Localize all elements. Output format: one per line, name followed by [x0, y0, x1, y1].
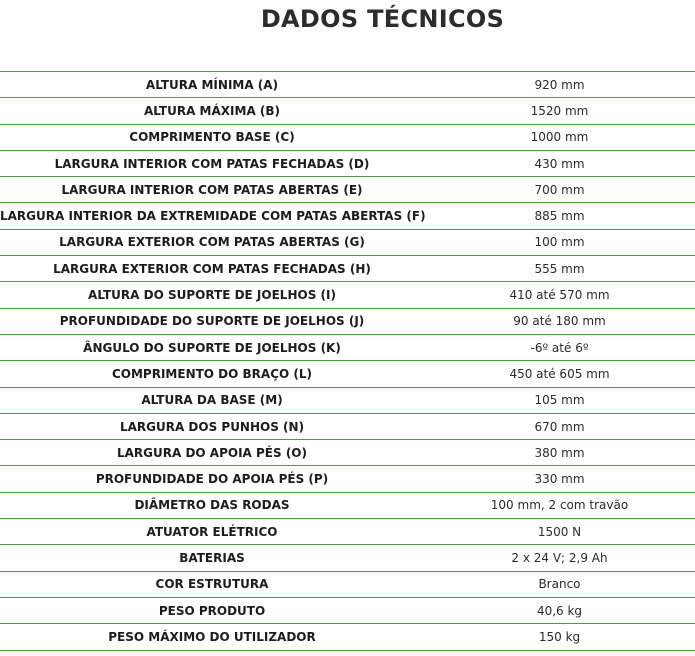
- table-row: [0, 598, 695, 624]
- spec-value: 430 mm: [534, 156, 585, 171]
- spec-label: ALTURA MÁXIMA (B): [143, 103, 281, 118]
- table-row: [0, 440, 695, 466]
- spec-label: LARGURA EXTERIOR COM PATAS ABERTAS (G): [59, 235, 365, 250]
- spec-value: 330 mm: [534, 472, 585, 487]
- spec-value: 1000 mm: [530, 130, 589, 145]
- spec-value: 380 mm: [534, 445, 585, 460]
- spec-value: 1520 mm: [530, 103, 589, 118]
- spec-value: 100 mm, 2 com travão: [490, 498, 629, 513]
- spec-value: 670 mm: [534, 419, 585, 434]
- table-row: [0, 98, 695, 124]
- spec-label: LARGURA DO APOIA PÉS (O): [116, 445, 307, 460]
- table-row: [0, 466, 695, 492]
- spec-value: 90 até 180 mm: [513, 314, 606, 329]
- spec-label: LARGURA INTERIOR COM PATAS ABERTAS (E): [61, 182, 363, 197]
- spec-value: 920 mm: [534, 77, 585, 92]
- spec-label: COMPRIMENTO BASE (C): [129, 130, 295, 145]
- table-row: [0, 177, 695, 203]
- spec-value: 1500 N: [537, 524, 582, 539]
- table-row: [0, 230, 695, 256]
- spec-label: LARGURA EXTERIOR COM PATAS FECHADAS (H): [53, 261, 371, 276]
- spec-label: LARGURA INTERIOR DA EXTREMIDADE COM PATAS ABERTAS (F): [0, 209, 426, 224]
- spec-label: ALTURA DA BASE (M): [141, 393, 283, 408]
- spec-value: 100 mm: [534, 235, 585, 250]
- spec-value: 105 mm: [534, 393, 585, 408]
- page-title: DADOS TÉCNICOS: [260, 5, 505, 33]
- table-row: [0, 151, 695, 177]
- spec-label: ALTURA DO SUPORTE DE JOELHOS (I): [88, 288, 336, 303]
- spec-value: -6º até 6º: [530, 340, 589, 355]
- spec-label: PESO MÁXIMO DO UTILIZADOR: [108, 629, 316, 644]
- table-row: [0, 519, 695, 545]
- table-row: [0, 414, 695, 440]
- spec-label: COMPRIMENTO DO BRAÇO (L): [111, 366, 312, 381]
- spec-label: DIÂMETRO DAS RODAS: [134, 498, 290, 513]
- spec-label: LARGURA INTERIOR COM PATAS FECHADAS (D): [54, 156, 370, 171]
- spec-label: PROFUNDIDADE DO APOIA PÉS (P): [95, 472, 329, 487]
- spec-value: 40,6 kg: [536, 603, 583, 618]
- table-row: [0, 125, 695, 151]
- table-row: [0, 256, 695, 282]
- table-row: [0, 282, 695, 308]
- spec-label: ÂNGULO DO SUPORTE DE JOELHOS (K): [83, 340, 341, 355]
- spec-value: 150 kg: [538, 629, 581, 644]
- spec-value: 410 até 570 mm: [509, 288, 610, 303]
- table-row: [0, 545, 695, 571]
- spec-value: 450 até 605 mm: [509, 366, 610, 381]
- spec-label: LARGURA DOS PUNHOS (N): [119, 419, 305, 434]
- table-row: [0, 309, 695, 335]
- spec-value: 2 x 24 V; 2,9 Ah: [511, 550, 608, 565]
- spec-label: ATUATOR ELÉTRICO: [146, 524, 278, 539]
- spec-label: ALTURA MÍNIMA (A): [145, 77, 279, 92]
- table-row: [0, 72, 695, 98]
- spec-value: 555 mm: [534, 261, 585, 276]
- table-row: [0, 388, 695, 414]
- table-row: [0, 203, 695, 229]
- spec-label: COR ESTRUTURA: [155, 577, 269, 592]
- spec-label: BATERIAS: [179, 550, 245, 565]
- spec-table: [0, 71, 695, 651]
- spec-value: 885 mm: [534, 209, 585, 224]
- spec-label: PESO PRODUTO: [158, 603, 266, 618]
- table-row: [0, 335, 695, 361]
- spec-label: PROFUNDIDADE DO SUPORTE DE JOELHOS (J): [59, 314, 365, 329]
- spec-value: Branco: [538, 577, 581, 592]
- spec-value: 700 mm: [534, 182, 585, 197]
- table-row: [0, 572, 695, 598]
- table-row: [0, 493, 695, 519]
- table-row: [0, 624, 695, 650]
- table-row: [0, 361, 695, 387]
